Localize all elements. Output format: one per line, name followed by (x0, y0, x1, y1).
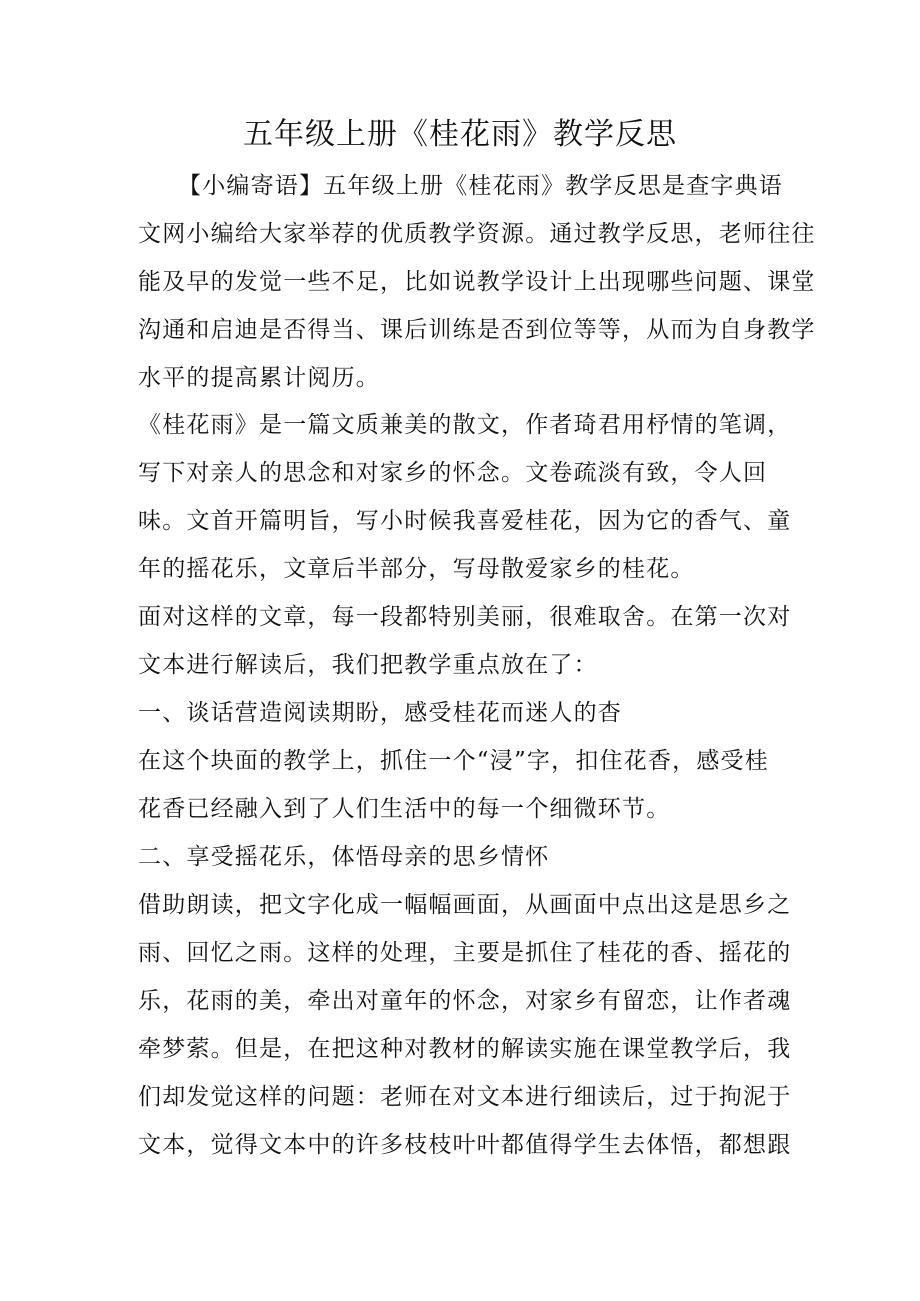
text-line: 写下对亲人的思念和对家乡的怀念。文卷疏淡有致，令人回 (138, 460, 768, 486)
text-line: 花香已经融入到了人们生活中的每一个细微环节。 (138, 796, 671, 822)
section-heading: 二、享受摇花乐，体悟母亲的思乡情怀 (138, 844, 550, 870)
text-line: 在这个块面的教学上，抓住一个“浸”字，扣住花香，感受桂 (138, 748, 769, 774)
text-line: 们却发觉这样的问题：老师在对文本进行细读后，过于拘泥于 (138, 1084, 792, 1110)
text-line: 年的摇花乐，文章后半部分，写母散爱家乡的桂花。 (138, 556, 695, 582)
text-line: 水平的提高累计阅历。 (138, 365, 380, 391)
section-heading: 一、谈话营造阅读期盼，感受桂花而迷人的杳 (138, 700, 622, 726)
text-line: 【小编寄语】五年级上册《桂花雨》教学反思是查字典语 (178, 173, 783, 199)
text-line: 《桂花雨》是一篇文质兼美的散文，作者琦君用杼情的笔调， (138, 412, 792, 438)
text-line: 文本进行解读后，我们把教学重点放在了： (138, 652, 598, 678)
text-line: 借助朗读，把文字化成一幅幅画面，从画面中点出这是思乡之 (138, 892, 792, 918)
text-line: 文网小编给大家举荐的优质教学资源。通过教学反思，老师往往 (138, 221, 816, 247)
text-line: 沟通和启迪是否得当、课后训练是否到位等等，从而为自身教学 (138, 317, 816, 343)
text-line: 文本，觉得文本中的许多枝枝叶叶都值得学生去体悟，都想跟 (138, 1132, 792, 1158)
text-line: 牵梦萦。但是，在把这种对教材的解读实施在课堂教学后，我 (138, 1036, 792, 1062)
document-title: 五年级上册《桂花雨》教学反思 (243, 117, 677, 152)
text-line: 雨、回忆之雨。这样的处理，主要是抓住了桂花的香、摇花的 (138, 940, 792, 966)
text-line: 味。文首开篇明旨，写小时候我喜爱桂花，因为它的香气、童 (138, 508, 792, 534)
text-line: 乐，花雨的美，牵出对童年的怀念，对家乡有留恋，让作者魂 (138, 988, 792, 1014)
text-line: 面对这样的文章，每一段都特别美丽，很难取舍。在第一次对 (138, 604, 792, 630)
text-line: 能及早的发觉一些不足，比如说教学设计上出现哪些问题、课堂 (138, 269, 816, 295)
